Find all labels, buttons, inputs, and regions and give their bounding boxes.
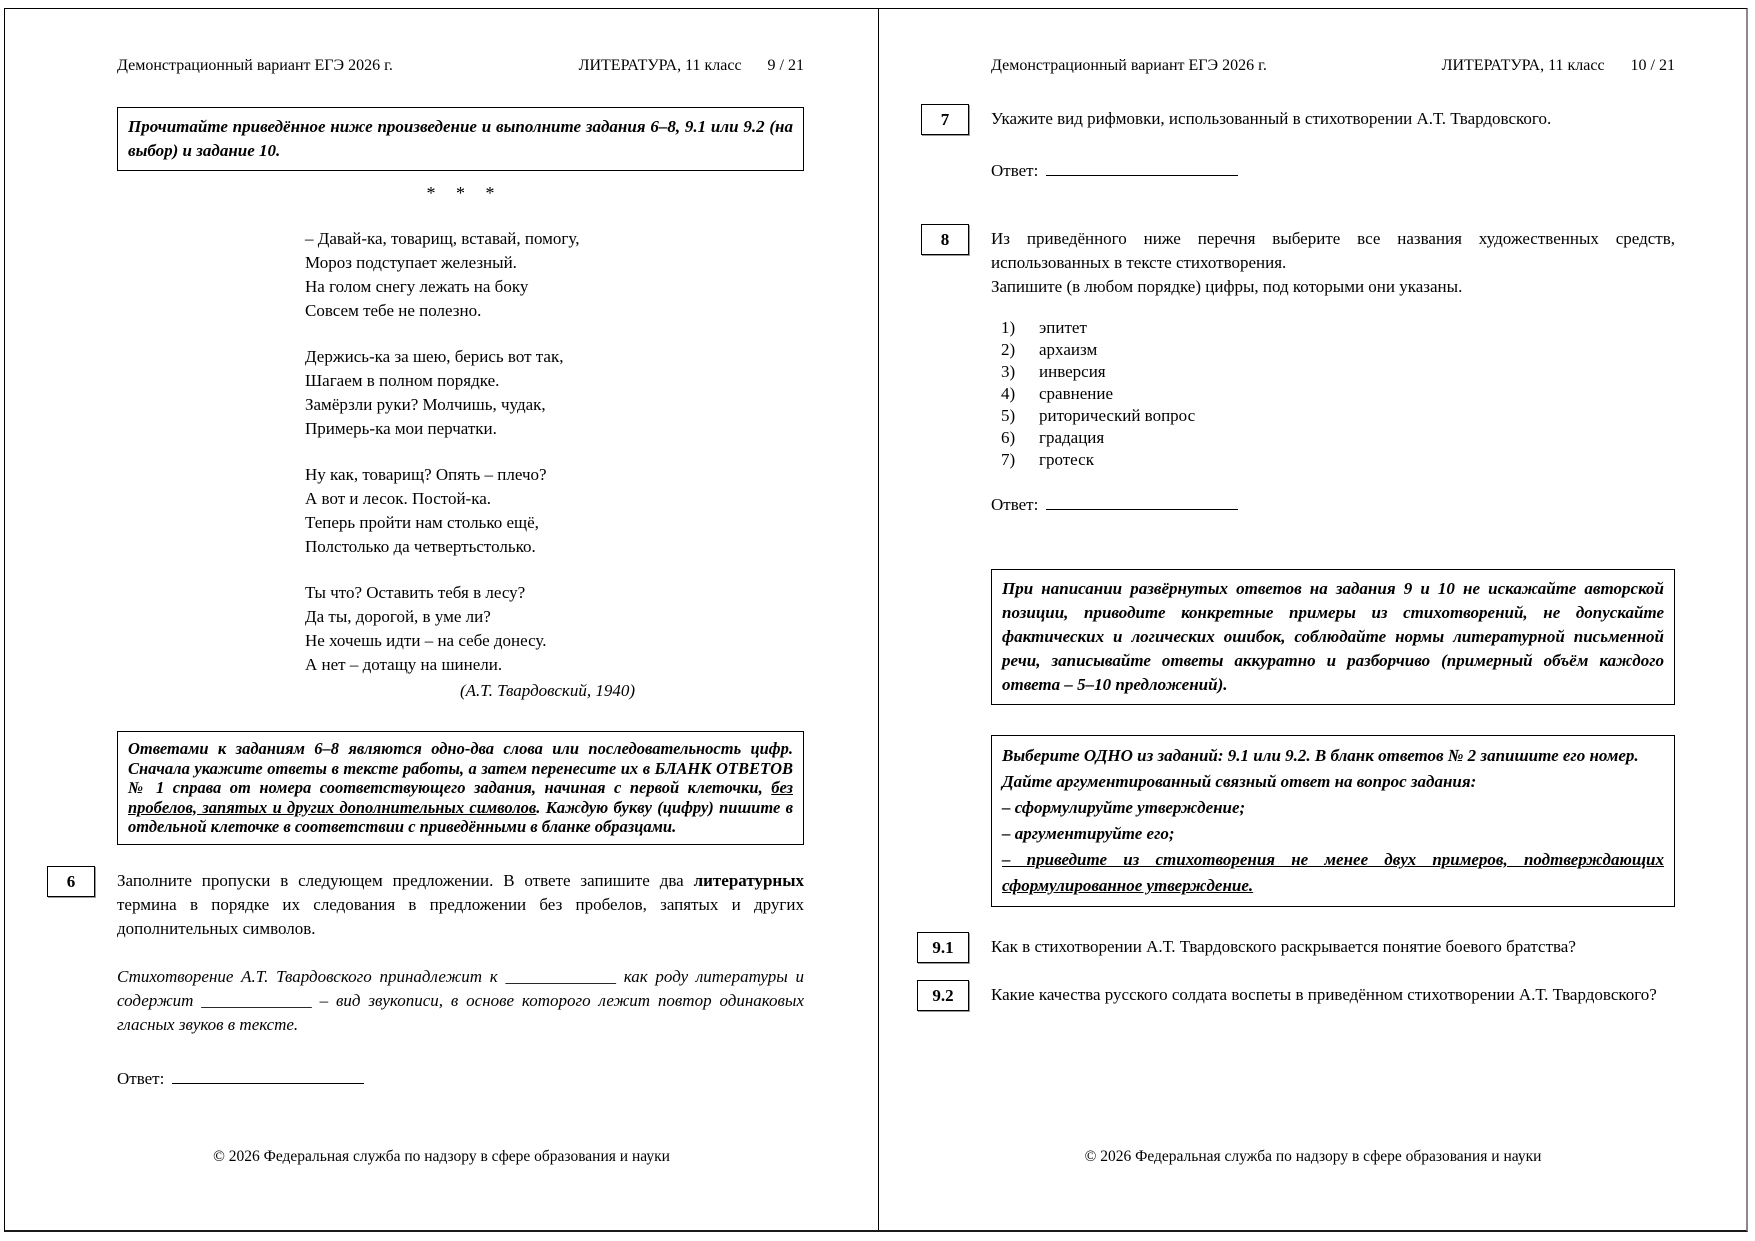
header-subject: ЛИТЕРАТУРА, 11 класс bbox=[578, 57, 742, 74]
task-7-text: Укажите вид рифмовки, использованный в стихотворении А.Т. Твардовского. bbox=[991, 109, 1552, 128]
task-8-number-box: 8 bbox=[921, 224, 969, 255]
task-6-statement: Стихотворение А.Т. Твардовского принадлежит к _____________ как роду литературы и содержит _____________ – вид звукописи, в основе которого лежит повтор одинаковых гласных звуков в тексте. bbox=[117, 966, 804, 1034]
intro-instruction-box: Прочитайте приведённое ниже произведение и выполните задания 6–8, 9.1 или 9.2 (на выбор) и задание 10. bbox=[117, 107, 804, 171]
task-9-2-text: Какие качества русского солдата воспеты в приведённом стихотворении А.Т. Твардовского? bbox=[991, 985, 1657, 1004]
page-9-header bbox=[117, 57, 804, 75]
task-6-text-before: Заполните пропуски в следующем предложении. В ответе запишите два bbox=[117, 870, 694, 890]
option-label: риторический вопрос bbox=[1039, 406, 1196, 425]
option-number: 4) bbox=[1001, 384, 1016, 403]
task-6-answer-blank bbox=[172, 1068, 364, 1084]
task-8-text-2: Запишите (в любом порядке) цифры, под которыми они указаны. bbox=[991, 277, 1463, 296]
poem-stanza-3 bbox=[305, 463, 635, 559]
option-number: 1) bbox=[1001, 318, 1016, 337]
task-9-1-number-box: 9.1 bbox=[917, 932, 969, 963]
poem-line: Замёрзли руки? Молчишь, чудак, bbox=[305, 395, 546, 414]
option-number: 7) bbox=[1001, 450, 1016, 469]
option-item bbox=[1001, 339, 1675, 361]
header-page-number: 10 / 21 bbox=[1630, 57, 1675, 74]
task-8-answer-label: Ответ: bbox=[991, 495, 1039, 514]
option-label: градация bbox=[1039, 428, 1105, 447]
poem-body bbox=[305, 227, 635, 703]
poem-stanza-4 bbox=[305, 581, 635, 677]
task-9-1 bbox=[932, 935, 1675, 959]
poem-line: Шагаем в полном порядке. bbox=[305, 371, 500, 390]
task-8-answer-blank bbox=[1046, 494, 1238, 510]
task-6-text bbox=[117, 869, 804, 941]
answers-rules-box bbox=[117, 731, 804, 845]
poem-line: Держись-ка за шею, берись вот так, bbox=[305, 347, 564, 366]
option-label: инверсия bbox=[1039, 362, 1106, 381]
header-page-number: 9 / 21 bbox=[767, 57, 804, 74]
poem-line: Совсем тебе не полезно. bbox=[305, 301, 482, 320]
poem-block bbox=[117, 181, 804, 703]
poem-title-asterisks: * * * bbox=[426, 183, 495, 203]
option-label: эпитет bbox=[1039, 318, 1087, 337]
option-item bbox=[1001, 449, 1675, 471]
page-10-footer: © 2026 Федеральная служба по надзору в сфере образования и науки bbox=[1084, 1148, 1542, 1165]
task-9-1-text: Как в стихотворении А.Т. Твардовского раскрывается понятие боевого братства? bbox=[991, 937, 1576, 956]
option-item bbox=[1001, 383, 1675, 405]
poem-line: Примерь-ка мои перчатки. bbox=[305, 419, 497, 438]
option-item bbox=[1001, 405, 1675, 427]
task-8-answer-row bbox=[991, 493, 1675, 517]
option-label: сравнение bbox=[1039, 384, 1114, 403]
option-number: 6) bbox=[1001, 428, 1016, 447]
task-7-answer-row bbox=[991, 159, 1675, 183]
task-6-number-box: 6 bbox=[47, 866, 95, 897]
task-9-2-number-box: 9.2 bbox=[917, 980, 969, 1011]
answers-rules-part1: Ответами к заданиям 6–8 являются одно-два слова или последовательность цифр. Сначала укажите ответы в тексте работы, а затем перенесите их в БЛАНК ОТВЕТОВ № 1 справа от номера соответствующего задания, начиная с первой клеточки, bbox=[128, 739, 793, 797]
poem-line: На голом снегу лежать на боку bbox=[305, 277, 529, 296]
task-8-text-1: Из приведённого ниже перечня выберите все названия художественных средств, использованных в тексте стихотворения. bbox=[991, 229, 1675, 272]
option-item bbox=[1001, 361, 1675, 383]
poem-line: Мороз подступает железный. bbox=[305, 253, 517, 272]
task-8 bbox=[940, 227, 1675, 517]
task-6 bbox=[66, 869, 804, 1091]
option-number: 5) bbox=[1001, 406, 1016, 425]
option-item bbox=[1001, 317, 1675, 339]
poem-line: Да ты, дорогой, в уме ли? bbox=[305, 607, 491, 626]
task-6-answer-label: Ответ: bbox=[117, 1068, 165, 1088]
option-item bbox=[1001, 427, 1675, 449]
poem-line: А нет – дотащу на шинели. bbox=[305, 655, 503, 674]
document-sheet bbox=[4, 8, 1748, 1232]
choice-line-5: – приведите из стихотворения не менее двух примеров, подтверждающих сформулированное утверждение. bbox=[1002, 850, 1664, 895]
poem-line: Полстолько да четвертьстолько. bbox=[305, 537, 536, 556]
task-6-answer-row bbox=[117, 1067, 804, 1091]
task-9-2 bbox=[932, 983, 1675, 1007]
answers-rules-part2: . Каждую букву (цифру) пишите в отдельной клеточке в соответствии с приведёнными в бланке образцами. bbox=[128, 797, 793, 836]
page-10 bbox=[879, 9, 1747, 1230]
poem-stanza-2 bbox=[305, 345, 635, 441]
page-10-header bbox=[991, 57, 1675, 75]
header-variant-title: Демонстрационный вариант ЕГЭ 2026 г. bbox=[117, 57, 393, 74]
option-label: гротеск bbox=[1039, 450, 1094, 469]
page-9 bbox=[5, 9, 878, 1230]
task-8-options bbox=[1001, 317, 1675, 471]
task-6-text-bold: литературных bbox=[693, 870, 804, 890]
detailed-answers-note-box: При написании развёрнутых ответов на задания 9 и 10 не искажайте авторской позиции, приводите конкретные примеры из стихотворений, не допускайте фактических и логических ошибок, соблюдайте нормы литературной письменной речи, записывайте ответы аккуратно и разборчиво (примерный объём каждого ответа – 5–10 предложений). bbox=[991, 569, 1675, 705]
poem-line: Теперь пройти нам столько ещё, bbox=[305, 513, 539, 532]
option-number: 2) bbox=[1001, 340, 1016, 359]
poem-stanza-1 bbox=[305, 227, 635, 323]
answers-rules-underlined: без пробелов, запятых и других дополнительных символов bbox=[128, 778, 793, 817]
choice-line-2: Дайте аргументированный связный ответ на вопрос задания: bbox=[1002, 772, 1477, 791]
choice-line-3: – сформулируйте утверждение; bbox=[1002, 798, 1246, 817]
option-label: архаизм bbox=[1039, 340, 1098, 359]
poem-attribution: (А.Т. Твардовский, 1940) bbox=[460, 681, 635, 700]
task-7 bbox=[940, 107, 1675, 183]
task-6-text-after: термина в порядке их следования в предложении без пробелов, запятых и других дополнительных символов. bbox=[117, 894, 804, 938]
poem-line: А вот и лесок. Постой-ка. bbox=[305, 489, 492, 508]
header-variant-title: Демонстрационный вариант ЕГЭ 2026 г. bbox=[991, 57, 1267, 74]
choice-line-1: Выберите ОДНО из заданий: 9.1 или 9.2. В бланк ответов № 2 запишите его номер. bbox=[1002, 746, 1639, 765]
task-7-number-box: 7 bbox=[921, 104, 969, 135]
poem-line: Ты что? Оставить тебя в лесу? bbox=[305, 583, 526, 602]
header-subject: ЛИТЕРАТУРА, 11 класс bbox=[1441, 57, 1605, 74]
choice-instruction-box bbox=[991, 735, 1675, 907]
poem-line: – Давай-ка, товарищ, вставай, помогу, bbox=[305, 229, 580, 248]
page-9-footer: © 2026 Федеральная служба по надзору в сфере образования и науки bbox=[213, 1148, 670, 1165]
option-number: 3) bbox=[1001, 362, 1016, 381]
task-7-answer-blank bbox=[1046, 160, 1238, 176]
task-7-answer-label: Ответ: bbox=[991, 161, 1039, 180]
poem-line: Ну как, товарищ? Опять – плечо? bbox=[305, 465, 547, 484]
poem-line: Не хочешь идти – на себе донесу. bbox=[305, 631, 547, 650]
choice-line-4: – аргументируйте его; bbox=[1002, 824, 1175, 843]
